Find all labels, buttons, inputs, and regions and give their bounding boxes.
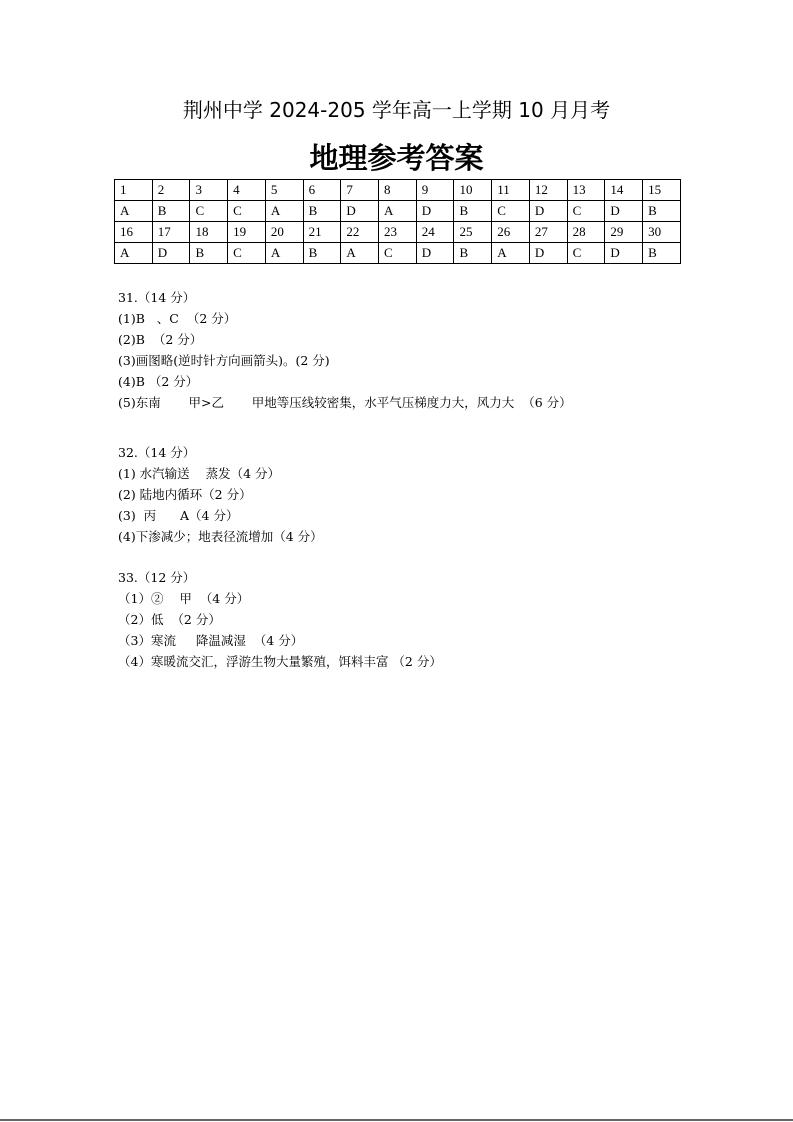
answer-line: (5)东南 甲>乙 甲地等压线较密集，水平气压梯度力大，风力大 （6 分） xyxy=(118,395,572,410)
table-cell: 17 xyxy=(152,222,190,243)
answer-line: （4）寒暖流交汇，浮游生物大量繁殖，饵料丰富 （2 分） xyxy=(118,654,442,669)
table-cell: 12 xyxy=(529,180,567,201)
table-cell: C xyxy=(379,243,417,264)
table-cell: D xyxy=(529,201,567,222)
table-cell: A xyxy=(341,243,379,264)
table-cell: 26 xyxy=(492,222,530,243)
table-cell: 30 xyxy=(643,222,681,243)
page-bottom-border xyxy=(0,1119,793,1121)
answer-line: (1) 水汽输送 蒸发（4 分） xyxy=(118,466,280,481)
table-cell: 3 xyxy=(190,180,228,201)
table-cell: 19 xyxy=(228,222,266,243)
subject-title: 地理参考答案 xyxy=(309,141,484,175)
table-cell: B xyxy=(152,201,190,222)
table-cell: 11 xyxy=(492,180,530,201)
table-cell: D xyxy=(529,243,567,264)
answer-table-row-numbers-2 xyxy=(115,222,681,243)
table-cell: A xyxy=(265,243,303,264)
table-cell: 7 xyxy=(341,180,379,201)
table-cell: 6 xyxy=(303,180,341,201)
table-cell: D xyxy=(416,243,454,264)
table-cell: 14 xyxy=(605,180,643,201)
table-cell: B xyxy=(643,243,681,264)
table-cell: D xyxy=(152,243,190,264)
table-cell: D xyxy=(416,201,454,222)
answer-line: (2) 陆地内循环（2 分） xyxy=(118,487,252,502)
table-cell: A xyxy=(492,243,530,264)
table-cell: A xyxy=(115,201,153,222)
answer-line: (3)画图略(逆时针方向画箭头)。(2 分) xyxy=(118,353,330,368)
answer-line: (2)B （2 分） xyxy=(118,332,203,347)
table-cell: 23 xyxy=(379,222,417,243)
table-cell: B xyxy=(303,201,341,222)
table-cell: 8 xyxy=(379,180,417,201)
table-cell: B xyxy=(643,201,681,222)
table-cell: C xyxy=(567,243,605,264)
table-cell: A xyxy=(265,201,303,222)
table-cell: C xyxy=(492,201,530,222)
section-heading: 33.（12 分） xyxy=(118,570,196,585)
table-cell: 1 xyxy=(115,180,153,201)
table-cell: D xyxy=(341,201,379,222)
table-cell: 13 xyxy=(567,180,605,201)
answer-table-row-numbers-1 xyxy=(115,180,681,201)
answer-line: (3) 丙 A（4 分） xyxy=(118,508,239,523)
table-cell: 16 xyxy=(115,222,153,243)
answer-line: (4)B （2 分） xyxy=(118,374,199,389)
table-cell: 21 xyxy=(303,222,341,243)
table-cell: 28 xyxy=(567,222,605,243)
table-cell: C xyxy=(190,201,228,222)
table-cell: A xyxy=(115,243,153,264)
table-cell: D xyxy=(605,243,643,264)
table-cell: 15 xyxy=(643,180,681,201)
section-q31 xyxy=(118,287,718,413)
table-cell: 22 xyxy=(341,222,379,243)
table-cell: C xyxy=(567,201,605,222)
table-cell: 9 xyxy=(416,180,454,201)
table-cell: 27 xyxy=(529,222,567,243)
school-title: 荆州中学 2024-205 学年高一上学期 10 月月考 xyxy=(182,98,611,122)
table-cell: C xyxy=(228,243,266,264)
table-cell: 24 xyxy=(416,222,454,243)
table-cell: C xyxy=(228,201,266,222)
answer-table-row-answers-2 xyxy=(115,243,681,264)
answer-table-row-answers-1 xyxy=(115,201,681,222)
table-cell: 29 xyxy=(605,222,643,243)
table-cell: B xyxy=(454,201,492,222)
table-cell: 18 xyxy=(190,222,228,243)
table-cell: 25 xyxy=(454,222,492,243)
answer-line: (4)下渗减少；地表径流增加（4 分） xyxy=(118,529,323,544)
table-cell: 4 xyxy=(228,180,266,201)
table-cell: A xyxy=(379,201,417,222)
table-cell: 5 xyxy=(265,180,303,201)
answer-line: （2）低 （2 分） xyxy=(118,612,221,627)
section-heading: 31.（14 分） xyxy=(118,290,196,305)
table-cell: 10 xyxy=(454,180,492,201)
table-cell: B xyxy=(190,243,228,264)
section-heading: 32.（14 分） xyxy=(118,445,196,460)
table-cell: 2 xyxy=(152,180,190,201)
section-q32 xyxy=(118,442,718,547)
answer-line: (1)B 、C （2 分） xyxy=(118,311,237,326)
table-cell: 20 xyxy=(265,222,303,243)
answer-line: （1）② 甲 （4 分） xyxy=(118,591,250,606)
table-cell: D xyxy=(605,201,643,222)
table-cell: B xyxy=(303,243,341,264)
section-q33 xyxy=(118,567,718,672)
answer-table xyxy=(114,179,681,264)
answer-line: （3）寒流 降温减湿 （4 分） xyxy=(118,633,304,648)
table-cell: B xyxy=(454,243,492,264)
